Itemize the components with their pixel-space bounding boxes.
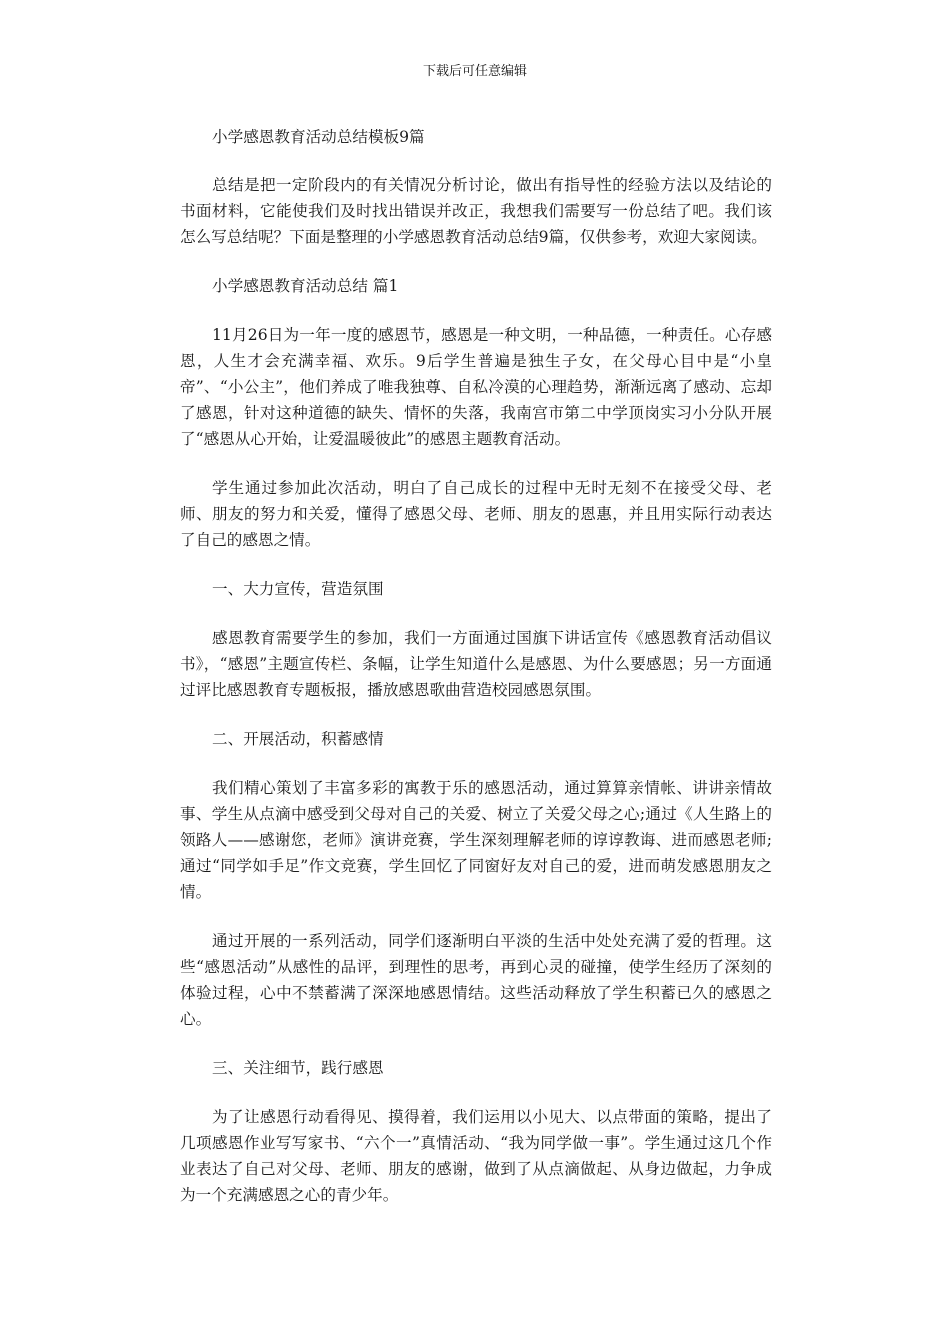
document-title: 小学感恩教育活动总结模板9篇 [212, 128, 425, 146]
spacer [180, 299, 772, 322]
intro-paragraph: 总结是把一定阶段内的有关情况分析讨论，做出有指导性的经验方法以及结论的书面材料，它能使我们及时找出错误并改正，我想我们需要写一份总结了吧。我们该怎么写总结呢？下面是整理的小学感恩教育活动总结9篇，仅供参考，欢迎大家阅读。 [180, 176, 772, 246]
section-3-paragraph: 为了让感恩行动看得见、摸得着，我们运用以小见大、以点带面的策略，提出了几项感恩作业写写家书、“六个一”真情活动、“我为同学做一事”。学生通过这几个作业表达了自己对父母、老师、朋友的感谢，做到了从点滴做起、从身边做起，力争成为一个充满感恩之心的青少年。 [180, 1108, 772, 1204]
spacer [180, 602, 772, 625]
spacer [180, 1032, 772, 1055]
spacer [180, 553, 772, 576]
header-note: 下载后可任意编辑 [422, 64, 527, 79]
section-2-paragraph-1: 我们精心策划了丰富多彩的寓教于乐的感恩活动，通过算算亲情帐、讲讲亲情故事、学生从点滴中感受到父母对自己的关爱、树立了关爱父母之心;通过《人生路上的领路人——感谢您，老师》演讲竞赛，学生深刻理解老师的谆谆教诲、进而感恩老师;通过“同学如手足”作文竞赛，学生回忆了同窗好友对自己的爱，进而萌发感恩朋友之情。 [180, 779, 772, 901]
spacer [180, 1081, 772, 1104]
spacer [180, 250, 772, 273]
section-3-heading: 三、关注细节，践行感恩 [212, 1059, 384, 1077]
article-paragraph-1: 11月26日为一年一度的感恩节，感恩是一种文明，一种品德，一种责任。心存感恩，人生才会充满幸福、欢乐。9后学生普遍是独生子女，在父母心目中是“小皇帝”、“小公主”，他们养成了唯我独尊、自私冷漠的心理趋势，渐渐远离了感动、忘却了感恩，针对这种道德的缺失、情怀的失落，我南宫市第二中学顶岗实习小分队开展了“感恩从心开始，让爱温暖彼此”的感恩主题教育活动。 [180, 326, 772, 448]
section-1-heading: 一、大力宣传，营造氛围 [212, 580, 384, 598]
document-body [180, 124, 772, 1208]
spacer [180, 452, 772, 475]
spacer [180, 150, 772, 172]
section-2-paragraph-2: 通过开展的一系列活动，同学们逐渐明白平淡的生活中处处充满了爱的哲理。这些“感恩活动”从感性的品评，到理性的思考，再到心灵的碰撞，使学生经历了深刻的体验过程，心中不禁蓄满了深深地感恩情结。这些活动释放了学生积蓄已久的感恩之心。 [180, 932, 772, 1028]
article-paragraph-2: 学生通过参加此次活动，明白了自己成长的过程中无时无刻不在接受父母、老师、朋友的努力和关爱，懂得了感恩父母、老师、朋友的恩惠，并且用实际行动表达了自己的感恩之情。 [180, 479, 772, 549]
spacer [180, 752, 772, 775]
section-2-heading: 二、开展活动，积蓄感情 [212, 730, 384, 748]
section-1-paragraph: 感恩教育需要学生的参加，我们一方面通过国旗下讲话宣传《感恩教育活动倡议书》，“感恩”主题宣传栏、条幅，让学生知道什么是感恩、为什么要感恩；另一方面通过评比感恩教育专题板报，播放感恩歌曲营造校园感恩氛围。 [180, 629, 772, 699]
article-title: 小学感恩教育活动总结 篇1 [212, 277, 399, 295]
spacer [180, 905, 772, 928]
spacer [180, 703, 772, 726]
